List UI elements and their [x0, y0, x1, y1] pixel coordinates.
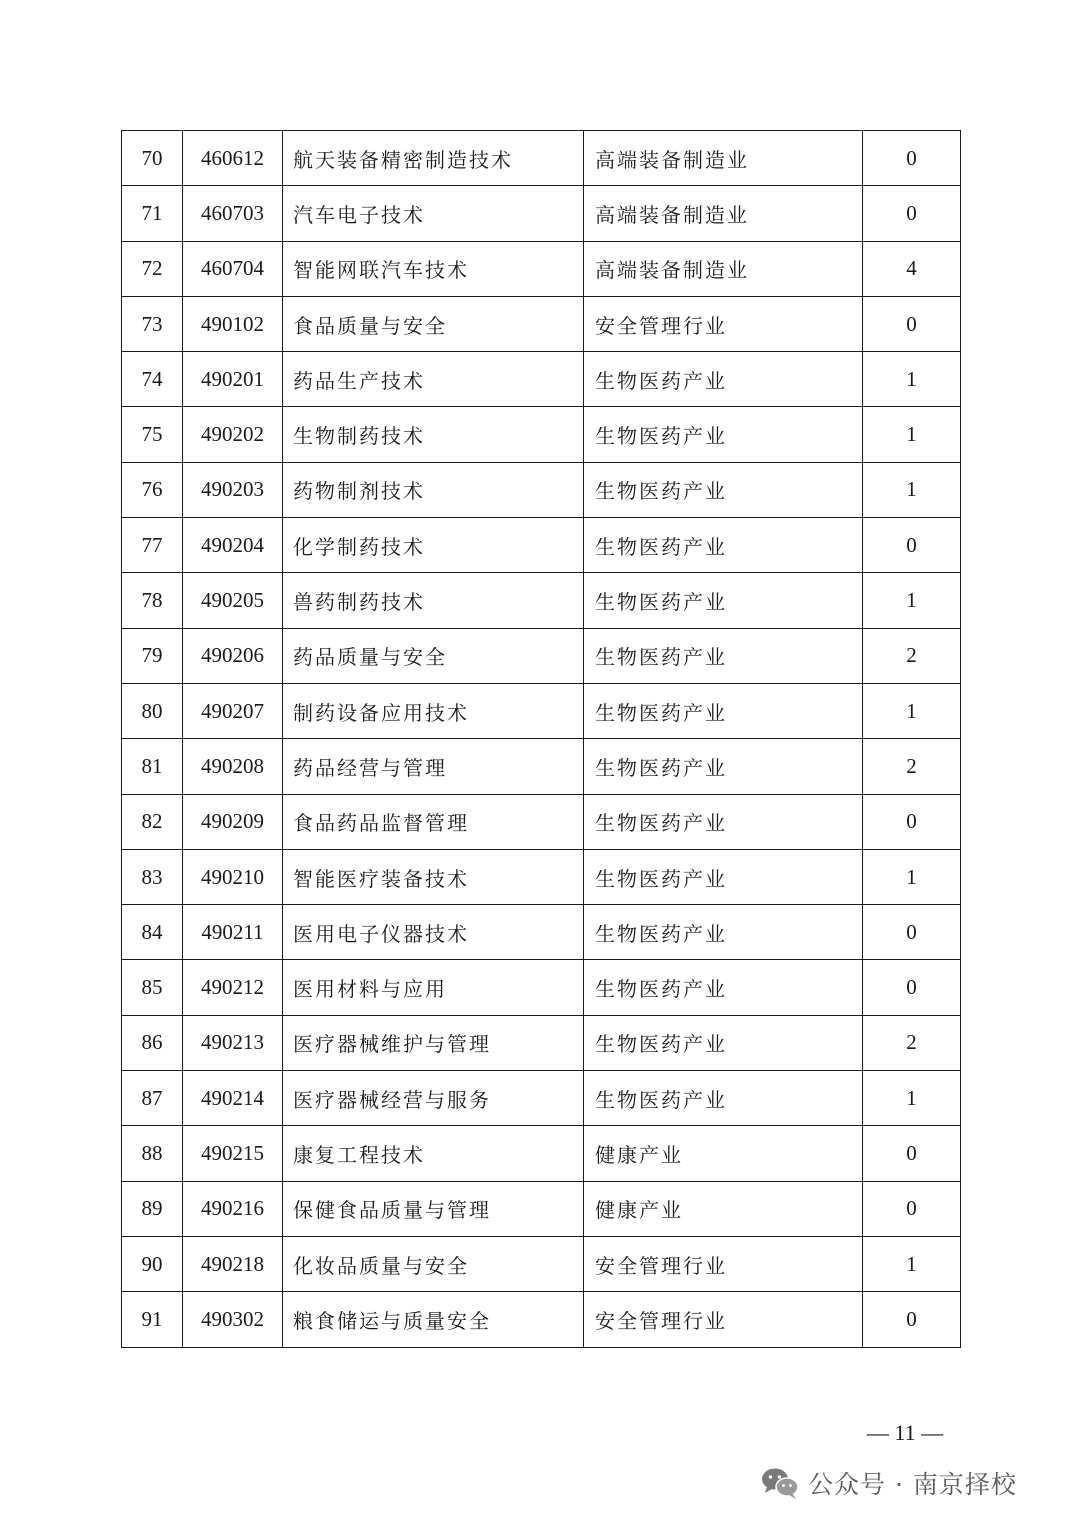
major-name-cell: 粮食储运与质量安全 [283, 1292, 584, 1347]
row-index-cell: 88 [122, 1126, 183, 1181]
major-code-cell: 490208 [183, 739, 283, 794]
industry-cell: 生物医药产业 [584, 849, 863, 904]
table-row [122, 407, 961, 462]
industry-cell: 生物医药产业 [584, 739, 863, 794]
table-row [122, 628, 961, 683]
table-row [122, 1015, 961, 1070]
count-cell: 2 [863, 1015, 961, 1070]
table-row [122, 960, 961, 1015]
industry-cell: 安全管理行业 [584, 1236, 863, 1291]
industry-cell: 生物医药产业 [584, 794, 863, 849]
count-cell: 2 [863, 739, 961, 794]
major-name-cell: 医用电子仪器技术 [283, 905, 584, 960]
major-name-cell: 药品经营与管理 [283, 739, 584, 794]
table-row [122, 241, 961, 296]
table-row [122, 186, 961, 241]
major-name-cell: 医疗器械维护与管理 [283, 1015, 584, 1070]
major-name-cell: 食品药品监督管理 [283, 794, 584, 849]
industry-cell: 生物医药产业 [584, 960, 863, 1015]
count-cell: 0 [863, 1126, 961, 1181]
table-row [122, 296, 961, 351]
major-name-cell: 兽药制药技术 [283, 573, 584, 628]
table-row [122, 794, 961, 849]
major-code-cell: 490302 [183, 1292, 283, 1347]
row-index-cell: 75 [122, 407, 183, 462]
major-code-cell: 490209 [183, 794, 283, 849]
count-cell: 0 [863, 960, 961, 1015]
major-code-cell: 490206 [183, 628, 283, 683]
industry-cell: 生物医药产业 [584, 573, 863, 628]
industry-cell: 高端装备制造业 [584, 131, 863, 186]
row-index-cell: 77 [122, 518, 183, 573]
table-row [122, 1181, 961, 1236]
row-index-cell: 70 [122, 131, 183, 186]
major-code-cell: 490216 [183, 1181, 283, 1236]
industry-cell: 健康产业 [584, 1126, 863, 1181]
major-code-cell: 490204 [183, 518, 283, 573]
industry-cell: 生物医药产业 [584, 518, 863, 573]
wechat-icon [760, 1466, 800, 1500]
count-cell: 4 [863, 241, 961, 296]
major-name-cell: 智能网联汽车技术 [283, 241, 584, 296]
watermark-text: 公众号 · 南京择校 [808, 1470, 1017, 1499]
major-name-cell: 保健食品质量与管理 [283, 1181, 584, 1236]
table-row [122, 1126, 961, 1181]
row-index-cell: 82 [122, 794, 183, 849]
count-cell: 0 [863, 1292, 961, 1347]
count-cell: 0 [863, 905, 961, 960]
major-code-cell: 490202 [183, 407, 283, 462]
major-name-cell: 康复工程技术 [283, 1126, 584, 1181]
table-row [122, 1236, 961, 1291]
table-row [122, 518, 961, 573]
industry-cell: 高端装备制造业 [584, 241, 863, 296]
major-name-cell: 制药设备应用技术 [283, 683, 584, 738]
row-index-cell: 79 [122, 628, 183, 683]
row-index-cell: 91 [122, 1292, 183, 1347]
row-index-cell: 83 [122, 849, 183, 904]
major-name-cell: 航天装备精密制造技术 [283, 131, 584, 186]
count-cell: 0 [863, 296, 961, 351]
row-index-cell: 87 [122, 1071, 183, 1126]
row-index-cell: 90 [122, 1236, 183, 1291]
major-code-cell: 490207 [183, 683, 283, 738]
row-index-cell: 85 [122, 960, 183, 1015]
watermark [760, 1463, 1017, 1503]
table-row [122, 905, 961, 960]
majors-table-body [122, 131, 961, 1348]
industry-cell: 生物医药产业 [584, 683, 863, 738]
count-cell: 0 [863, 518, 961, 573]
major-code-cell: 490210 [183, 849, 283, 904]
row-index-cell: 76 [122, 462, 183, 517]
major-name-cell: 智能医疗装备技术 [283, 849, 584, 904]
industry-cell: 生物医药产业 [584, 407, 863, 462]
major-code-cell: 490205 [183, 573, 283, 628]
major-name-cell: 汽车电子技术 [283, 186, 584, 241]
major-code-cell: 490214 [183, 1071, 283, 1126]
count-cell: 0 [863, 1181, 961, 1236]
industry-cell: 安全管理行业 [584, 296, 863, 351]
count-cell: 1 [863, 683, 961, 738]
table-row [122, 1292, 961, 1347]
major-name-cell: 化学制药技术 [283, 518, 584, 573]
count-cell: 1 [863, 352, 961, 407]
major-code-cell: 490201 [183, 352, 283, 407]
industry-cell: 生物医药产业 [584, 1071, 863, 1126]
table-row [122, 739, 961, 794]
major-code-cell: 490102 [183, 296, 283, 351]
row-index-cell: 81 [122, 739, 183, 794]
count-cell: 1 [863, 462, 961, 517]
page-number: — 11 — [866, 1420, 944, 1445]
row-index-cell: 86 [122, 1015, 183, 1070]
table-row [122, 683, 961, 738]
count-cell: 0 [863, 794, 961, 849]
major-name-cell: 食品质量与安全 [283, 296, 584, 351]
industry-cell: 生物医药产业 [584, 905, 863, 960]
count-cell: 2 [863, 628, 961, 683]
major-code-cell: 490213 [183, 1015, 283, 1070]
major-name-cell: 药品质量与安全 [283, 628, 584, 683]
count-cell: 1 [863, 407, 961, 462]
major-code-cell: 490212 [183, 960, 283, 1015]
industry-cell: 生物医药产业 [584, 628, 863, 683]
major-name-cell: 生物制药技术 [283, 407, 584, 462]
row-index-cell: 74 [122, 352, 183, 407]
major-code-cell: 490211 [183, 905, 283, 960]
major-code-cell: 460703 [183, 186, 283, 241]
major-code-cell: 490215 [183, 1126, 283, 1181]
major-name-cell: 医疗器械经营与服务 [283, 1071, 584, 1126]
row-index-cell: 72 [122, 241, 183, 296]
industry-cell: 高端装备制造业 [584, 186, 863, 241]
major-name-cell: 药物制剂技术 [283, 462, 584, 517]
major-code-cell: 490203 [183, 462, 283, 517]
major-code-cell: 460704 [183, 241, 283, 296]
row-index-cell: 89 [122, 1181, 183, 1236]
count-cell: 0 [863, 131, 961, 186]
table-row [122, 849, 961, 904]
majors-table [121, 130, 961, 1348]
row-index-cell: 78 [122, 573, 183, 628]
row-index-cell: 80 [122, 683, 183, 738]
industry-cell: 生物医药产业 [584, 462, 863, 517]
industry-cell: 健康产业 [584, 1181, 863, 1236]
industry-cell: 生物医药产业 [584, 352, 863, 407]
row-index-cell: 73 [122, 296, 183, 351]
major-name-cell: 医用材料与应用 [283, 960, 584, 1015]
table-row [122, 462, 961, 517]
major-code-cell: 490218 [183, 1236, 283, 1291]
table-row [122, 131, 961, 186]
major-name-cell: 化妆品质量与安全 [283, 1236, 584, 1291]
count-cell: 1 [863, 1071, 961, 1126]
count-cell: 1 [863, 1236, 961, 1291]
major-name-cell: 药品生产技术 [283, 352, 584, 407]
row-index-cell: 71 [122, 186, 183, 241]
count-cell: 0 [863, 186, 961, 241]
count-cell: 1 [863, 849, 961, 904]
row-index-cell: 84 [122, 905, 183, 960]
industry-cell: 生物医药产业 [584, 1015, 863, 1070]
industry-cell: 安全管理行业 [584, 1292, 863, 1347]
table-row [122, 352, 961, 407]
count-cell: 1 [863, 573, 961, 628]
major-code-cell: 460612 [183, 131, 283, 186]
table-row [122, 573, 961, 628]
table-row [122, 1071, 961, 1126]
